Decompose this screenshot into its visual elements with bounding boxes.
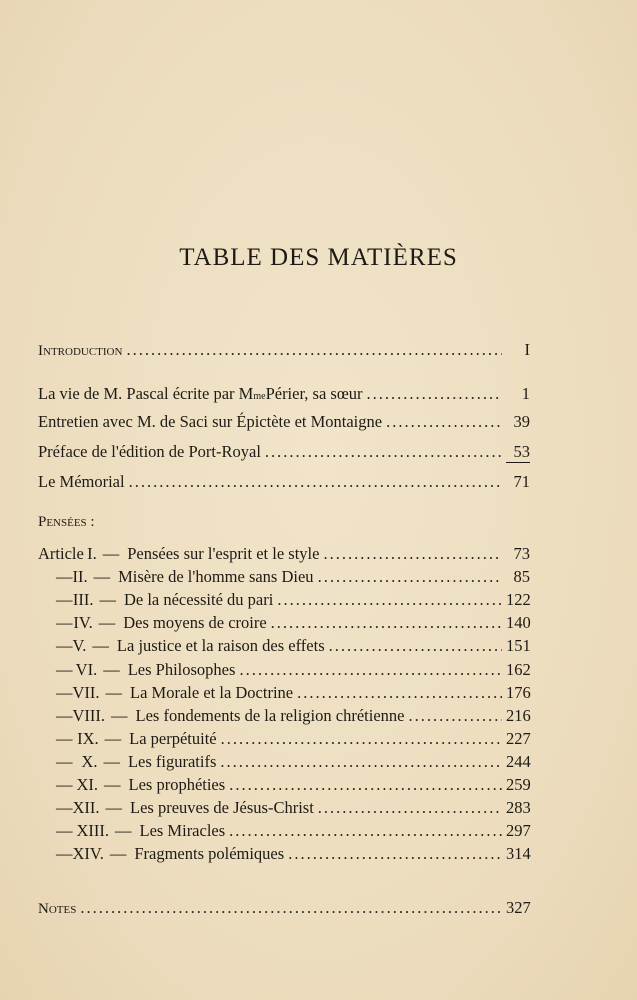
article-word: Article [38, 544, 84, 563]
toc-page-number: 85 [513, 567, 530, 587]
toc-entry-label: Notes [38, 901, 77, 917]
toc-article-entry [38, 752, 530, 774]
toc-page-number: 71 [513, 472, 530, 491]
ditto-dash: — [56, 844, 73, 864]
toc-page-number: 162 [506, 659, 531, 679]
article-number: XIV. [72, 844, 104, 864]
article-number: XI. [76, 775, 98, 794]
separator-dash: — [105, 682, 123, 702]
article-number: XIII. [76, 821, 109, 841]
article-number: IV. [73, 613, 93, 633]
toc-article-entry [38, 660, 530, 682]
separator-dash: — [93, 567, 111, 587]
toc-entry [38, 412, 530, 434]
toc-article-entry [38, 590, 530, 612]
article-number: III. [72, 590, 94, 610]
leader-dots [329, 636, 502, 656]
ditto-dash: — [56, 705, 73, 725]
leader-dots [288, 844, 502, 864]
toc-page-number: 283 [506, 798, 531, 818]
page-title: TABLE DES MATIÈRES [179, 244, 458, 271]
toc-page-number: 259 [506, 775, 531, 794]
separator-dash: — [109, 844, 127, 864]
separator-dash: — [92, 636, 109, 656]
toc-page-number: I [524, 340, 530, 359]
toc-article-entry [38, 567, 530, 589]
toc-entry-label-tail: Périer, sa sœur [265, 384, 363, 403]
article-title: La perpétuité [129, 728, 217, 748]
ditto-dash: — [56, 775, 73, 794]
toc-page-number: 227 [506, 728, 531, 748]
leader-dots [229, 821, 502, 841]
pensees-heading: Pensées : [38, 514, 95, 530]
ditto-dash: — [56, 798, 73, 818]
separator-dash: — [104, 775, 121, 794]
leader-dots [297, 683, 502, 703]
article-title: La Morale et la Doctrine [130, 682, 294, 702]
article-title: Misère de l'homme sans Dieu [118, 567, 314, 587]
toc-page-number: 122 [506, 590, 531, 610]
toc-article-entry [38, 844, 530, 866]
toc-page-number: 216 [506, 705, 531, 725]
toc-page-number: 140 [506, 613, 531, 633]
toc-entry-label: Introduction [38, 343, 123, 359]
article-title: Pensées sur l'esprit et le style [127, 544, 320, 563]
toc-article-entry [38, 683, 530, 705]
leader-dots [221, 729, 502, 749]
toc-page-number: 73 [513, 544, 530, 563]
toc-page-number: 314 [506, 844, 531, 864]
ditto-dash: — [56, 659, 73, 679]
toc-article-entry [38, 775, 530, 797]
leader-dots [277, 590, 502, 610]
toc-entry-notes [38, 898, 530, 920]
leader-dots [318, 798, 502, 818]
article-title: La justice et la raison des effets [116, 636, 325, 656]
article-number: II. [72, 567, 88, 587]
leader-dots [318, 567, 502, 587]
separator-dash: — [114, 821, 132, 841]
separator-dash: — [105, 798, 123, 818]
separator-dash: — [111, 705, 128, 725]
article-number: V. [72, 636, 87, 656]
toc-page-number: 327 [506, 898, 531, 917]
leader-dots [229, 775, 502, 795]
toc-article-entry [38, 706, 530, 728]
ditto-dash: — [56, 821, 73, 841]
ditto-dash: — [56, 613, 73, 633]
article-title: Les fondements de la religion chrétienne [135, 705, 405, 725]
toc-entry-label: Le Mémorial [38, 472, 125, 491]
ditto-dash: — [56, 751, 73, 771]
separator-dash: — [103, 751, 120, 771]
separator-dash: — [104, 728, 122, 748]
article-number: XII. [72, 798, 100, 818]
leader-dots [386, 412, 502, 432]
leader-dots [80, 898, 502, 918]
ditto-dash: — [56, 728, 73, 748]
ditto-dash: — [56, 636, 73, 656]
leader-dots [126, 340, 502, 360]
ditto-dash: — [56, 682, 73, 702]
separator-dash: — [98, 613, 116, 633]
separator-dash: — [102, 544, 120, 563]
article-number: IX. [77, 728, 99, 748]
toc-page-number: 176 [506, 682, 531, 702]
ditto-dash: — [56, 590, 73, 610]
article-number: VI. [75, 659, 98, 679]
toc-article-entry [38, 821, 530, 843]
leader-dots [129, 472, 502, 492]
toc-article-entry [38, 613, 530, 635]
article-number: X. [81, 751, 98, 771]
leader-dots [220, 752, 502, 772]
toc-entry-label: La vie de M. Pascal écrite par M [38, 384, 254, 403]
article-title: Les prophéties [128, 775, 226, 794]
article-number: VIII. [72, 705, 106, 725]
toc-entry-label: Préface de l'édition de Port-Royal [38, 442, 261, 461]
toc-page-number: 53 [506, 442, 530, 463]
toc-entry-label: Entretien avec M. de Saci sur Épictète et Montaigne [38, 412, 383, 431]
toc-page-number: 39 [513, 412, 530, 431]
leader-dots [367, 384, 503, 404]
article-title: Les preuves de Jésus-Christ [130, 798, 314, 818]
article-title: Fragments polémiques [134, 844, 285, 864]
article-title: Des moyens de croire [123, 613, 267, 633]
separator-dash: — [103, 659, 120, 679]
leader-dots [265, 442, 502, 462]
article-title: Les figuratifs [127, 751, 217, 771]
toc-article-entry [38, 729, 530, 751]
separator-dash: — [99, 590, 116, 610]
toc-article-entry [38, 636, 530, 658]
toc-article-entry [38, 544, 530, 566]
article-number: VII. [72, 682, 100, 702]
toc-entry [38, 442, 530, 464]
leader-dots [323, 544, 502, 564]
toc-entry-introduction [38, 340, 530, 362]
article-number: I. [87, 544, 97, 563]
toc-page-number: 1 [521, 384, 530, 403]
toc-page-number: 151 [506, 636, 531, 656]
article-title: De la nécessité du pari [123, 590, 274, 610]
leader-dots [408, 706, 502, 726]
leader-dots [271, 613, 502, 633]
toc-entry [38, 472, 530, 494]
ditto-dash: — [56, 567, 73, 587]
toc-page-number: 244 [506, 751, 531, 771]
toc-entry: La vie de M. Pascal écrite par M me Périer, sa sœur ..... 1 [38, 384, 530, 406]
article-title: Les Miracles [139, 821, 226, 841]
article-title: Les Philosophes [127, 659, 236, 679]
toc-article-entry [38, 798, 530, 820]
leader-dots [239, 660, 502, 680]
toc-page-number: 297 [506, 821, 531, 841]
